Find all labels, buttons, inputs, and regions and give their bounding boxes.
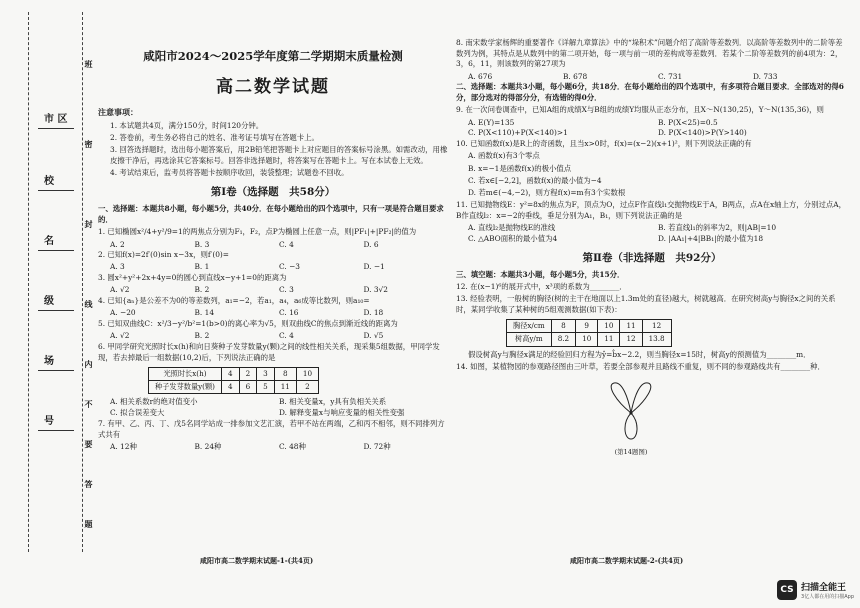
option: C. 48种 bbox=[279, 441, 306, 451]
binding-vertical-label: 要 bbox=[84, 440, 94, 450]
option: C. 3 bbox=[279, 285, 294, 295]
binding-vertical-label: 不 bbox=[84, 400, 94, 410]
option: B. x=−1是函数f(x)的极小值点 bbox=[468, 163, 572, 173]
table-cell: 光照时长x(h) bbox=[149, 367, 222, 380]
q11-options bbox=[456, 223, 848, 244]
notice-heading: 注意事项： bbox=[98, 107, 138, 118]
option: B. 14 bbox=[194, 308, 215, 318]
option: B. 24种 bbox=[194, 441, 222, 451]
figure-caption: (第14题图) bbox=[614, 448, 648, 457]
table-cell: 5 bbox=[257, 381, 275, 394]
question-9: 9. 在一次问卷调查中，已知A组的成绩X与B组的成绩Y均服从正态分布，且X～N(130,25)，Y～N(135,36)，则 bbox=[456, 105, 824, 115]
field-line bbox=[38, 370, 74, 371]
table-row bbox=[507, 333, 672, 346]
table-row bbox=[149, 367, 319, 380]
watermark-subtitle: 3亿人都在用的扫描App bbox=[801, 594, 854, 600]
question-2: 2. 已知f(x)=2f′(0)sin x−3x，则f′(0)= bbox=[98, 250, 229, 260]
notice-item: 2. 答卷前，考生务必将自己的姓名、准考证号填写在答题卡上。 bbox=[110, 133, 319, 143]
footer-right: 咸阳市高二数学期末试题-2-(共4页) bbox=[570, 556, 684, 565]
option: A. −20 bbox=[110, 308, 136, 318]
table-cell: 11 bbox=[620, 319, 642, 332]
section1-instructions: 一、选择题：本题共8小题，每小题5分，共40分．在每小题给出的四个选项中，只有一项是符合题目要求的． bbox=[98, 204, 444, 225]
option: A. 3 bbox=[110, 262, 125, 272]
table-cell: 3 bbox=[257, 367, 275, 380]
q3-options bbox=[98, 285, 448, 296]
table-cell: 种子发芽数量y(颗) bbox=[149, 381, 222, 394]
section2-instructions: 二、选择题：本题共3小题，每小题6分，共18分．在每小题给出的四个选项中，有多项符合题目要求．全部选对的得6分，部分选对的得部分分，有选错的得0分． bbox=[456, 82, 844, 103]
field-label-class: 级 bbox=[44, 296, 54, 307]
field-label-room: 场 bbox=[44, 356, 54, 367]
q7-options bbox=[98, 442, 448, 453]
option: D. 72种 bbox=[363, 441, 391, 451]
option: C. P(X<110)+P(X<140)>1 bbox=[468, 128, 568, 138]
table-cell: 11 bbox=[598, 333, 620, 346]
left-column bbox=[98, 0, 448, 453]
table-cell: 9 bbox=[576, 319, 598, 332]
field-label-district: 市 区 bbox=[44, 114, 68, 125]
question-4: 4. 已知{aₙ}是公差不为0的等差数列，a₁=−2，若a₁，a₄，a₆成等比数列，则a₁₀= bbox=[98, 296, 370, 306]
notice-item: 4. 考试结束后，监考员将答题卡按顺序收回，装袋整理；试题卷不回收。 bbox=[110, 168, 349, 178]
field-label-name: 名 bbox=[44, 236, 54, 247]
question-7: 7. 有甲、乙、丙、丁、戊5名同学站成一排参加文艺汇演，若甲不站在两端，乙和丙不相邻，则不同排列方式共有 bbox=[98, 418, 445, 439]
section3-instructions: 三、填空题：本题共3小题，每小题5分，共15分． bbox=[456, 269, 625, 279]
q9-options bbox=[456, 118, 848, 139]
watermark-text-block bbox=[801, 580, 854, 600]
option: C. 4 bbox=[279, 331, 294, 341]
q8-options bbox=[456, 72, 848, 83]
field-line bbox=[38, 250, 74, 251]
binding-vertical-label: 班 bbox=[84, 60, 94, 70]
question-3: 3. 圆x²+y²+2x+4y=0的圆心到直线x−y+1=0的距离为 bbox=[98, 273, 287, 283]
binding-line-outer bbox=[28, 12, 29, 552]
table-cell: 2 bbox=[239, 367, 257, 380]
binding-vertical-label: 题 bbox=[84, 520, 94, 530]
q2-options bbox=[98, 262, 448, 273]
watermark-title: 扫描全能王 bbox=[801, 583, 847, 593]
option: B. 678 bbox=[563, 71, 588, 81]
option: A. 12种 bbox=[110, 441, 137, 451]
notice-item: 1. 本试题共4页，满分150分，时间120分钟。 bbox=[110, 120, 264, 130]
notice-item: 3. 回答选择题时，选出每小题答案后，用2B铅笔把答题卡上对应题目的答案标号涂黑。如需改动，用橡皮擦干净后，再选涂其它答案标号。回答非选择题时，将答案写在答题卡上。写在本试卷上无效。 bbox=[110, 145, 448, 166]
table-cell: 8 bbox=[551, 319, 575, 332]
table-cell: 12 bbox=[620, 333, 642, 346]
field-line bbox=[38, 190, 74, 191]
table-cell: 10 bbox=[296, 367, 318, 380]
field-line bbox=[38, 430, 74, 431]
option: D. −1 bbox=[363, 262, 385, 272]
question-13-tail: 假设树高y与胸径x满足的经验回归方程为ŷ=b̂x−2.2，则当胸径x=15时，树高y的预测值为________m． bbox=[468, 349, 811, 359]
table-cell: 13.8 bbox=[642, 333, 671, 346]
table-cell: 6 bbox=[239, 381, 257, 394]
option: A. 函数f(x)有3个零点 bbox=[468, 151, 540, 161]
question-14: 14. 如图，某植物园的参观路径图由三叶草，若要全部参观并且路线不重复，则不同的参观路线共有________种． bbox=[456, 361, 825, 371]
table-cell: 12 bbox=[642, 319, 671, 332]
option: A. E(Y)=135 bbox=[468, 117, 515, 127]
right-column bbox=[456, 38, 848, 455]
option: B. 若直线l₁的斜率为2，则|AB|=10 bbox=[658, 223, 777, 233]
question-11: 11. 已知抛物线E：y²=8x的焦点为F，顶点为O，过点F作直线l₁交抛物线E于A，B两点，点A在x轴上方，分别过点A，B作直线l₂：x=−2的垂线，垂足分别为A₁，B₁，则下列说法正确的是 bbox=[456, 200, 846, 221]
question-10: 10. 已知函数f(x)是R上的奇函数，且当x>0时，f(x)=(x−2)(x+1)²，则下列说法正确的有 bbox=[456, 139, 752, 149]
table-row bbox=[507, 319, 672, 332]
option: C. 16 bbox=[279, 308, 299, 318]
q6-table bbox=[148, 367, 319, 395]
q1-options bbox=[98, 240, 448, 251]
binding-margin bbox=[0, 0, 92, 608]
option: C. 若x∈[−2,2]，函数f(x)的最小值为−4 bbox=[468, 175, 602, 185]
q6-options bbox=[98, 397, 448, 418]
option: D. √5 bbox=[363, 331, 384, 341]
table-cell: 4 bbox=[221, 381, 239, 394]
table-cell: 11 bbox=[274, 381, 296, 394]
field-label-number: 号 bbox=[44, 416, 54, 427]
question-12: 12. 在(x−1)⁶的展开式中，x³项的系数为________． bbox=[456, 282, 627, 292]
option: D. 6 bbox=[363, 239, 379, 249]
option: A. √2 bbox=[110, 331, 130, 341]
question-8: 8. 南宋数学家杨辉的重要著作《详解九章算法》中的“垛积术”问题介绍了高阶等差数列．以高阶等差数列中的二阶等差数列为例，其特点是从数列中的第二项开始，每一项与前一项的差构成等差数列．若某个二阶等差数列的前4项为：2，3，6，11，则该数列的第27项为 bbox=[456, 38, 843, 69]
option: A. 相关系数r的绝对值变小 bbox=[110, 397, 198, 407]
option: C. 731 bbox=[658, 71, 683, 81]
q13-table bbox=[506, 319, 672, 347]
option: D. 733 bbox=[753, 71, 778, 81]
option: D. 3√2 bbox=[363, 285, 388, 295]
exam-title: 咸阳市2024～2025学年度第二学期期末质量检测 bbox=[143, 49, 403, 63]
field-label-school: 校 bbox=[44, 176, 54, 187]
table-row bbox=[149, 381, 319, 394]
binding-vertical-label: 线 bbox=[84, 300, 94, 310]
table-cell: 4 bbox=[221, 367, 239, 380]
binding-line-inner bbox=[82, 12, 83, 552]
q14-clover-figure bbox=[596, 379, 666, 455]
table-cell: 8 bbox=[274, 367, 296, 380]
option: B. 2 bbox=[194, 331, 210, 341]
option: C. △ABO面积的最小值为4 bbox=[468, 233, 558, 243]
field-line bbox=[38, 310, 74, 311]
option: A. 676 bbox=[468, 71, 493, 81]
field-line bbox=[38, 128, 74, 129]
option: B. 相关变量x，y具有负相关关系 bbox=[279, 397, 387, 407]
part2-title: 第Ⅱ卷（非选择题 共92分） bbox=[582, 251, 722, 264]
option: C. 4 bbox=[279, 239, 294, 249]
table-cell: 胸径x/cm bbox=[507, 319, 552, 332]
table-cell: 8.2 bbox=[551, 333, 575, 346]
question-13: 13. 经验表明，一般树的胸径(树的主干在地面以上1.3m处的直径)越大，树就越高．在研究树高y与胸径x之间的关系时，某同学收集了某种树的5组观测数据(如下表)： bbox=[456, 294, 836, 315]
question-5: 5. 已知双曲线C：x²/3−y²/b²=1(b>0)的离心率为√5，则双曲线C的焦点到渐近线的距离为 bbox=[98, 319, 398, 329]
table-cell: 2 bbox=[296, 381, 318, 394]
part1-title: 第Ⅰ卷（选择题 共58分） bbox=[210, 186, 336, 199]
binding-vertical-label: 内 bbox=[84, 360, 94, 370]
option: B. P(X<25)=0.5 bbox=[658, 117, 718, 127]
option: D. 解释变量x与响应变量的相关性变强 bbox=[279, 408, 405, 418]
clover-diagram bbox=[596, 379, 666, 443]
option: D. P(X<140)>P(Y>140) bbox=[658, 128, 747, 138]
option: D. 18 bbox=[363, 308, 384, 318]
option: B. 1 bbox=[194, 262, 210, 272]
scanner-watermark bbox=[777, 580, 854, 600]
question-6: 6. 甲同学研究光照时长x(h)和向日葵种子发芽数量y(颗)之间的线性相关关系，现采集5组数据，甲同学发现，若去掉最后一组数据(10,2)后，下列说法正确的是 bbox=[98, 342, 440, 362]
option: D. |AA₁|+4|BB₁|的最小值为18 bbox=[658, 233, 764, 243]
option: A. 直线l₂是抛物线E的准线 bbox=[468, 223, 556, 233]
q5-options bbox=[98, 331, 448, 342]
option: C. −3 bbox=[279, 262, 300, 272]
option: A. √2 bbox=[110, 285, 130, 295]
option: D. 若m∈(−4,−2)，则方程f(x)=m有3个实数根 bbox=[468, 188, 626, 198]
option: B. 2 bbox=[194, 285, 210, 295]
option: A. 2 bbox=[110, 239, 125, 249]
option: B. 3 bbox=[194, 239, 210, 249]
table-cell: 树高y/m bbox=[507, 333, 552, 346]
camscanner-logo-icon: CS bbox=[777, 580, 797, 600]
binding-vertical-label: 答 bbox=[84, 480, 94, 490]
binding-vertical-label: 封 bbox=[84, 220, 94, 230]
subject-title: 高二数学试题 bbox=[216, 76, 330, 97]
question-1: 1. 已知椭圆x²/4+y²/9=1的两焦点分别为F₁，F₂，点P为椭圆上任意一点，则|PF₁|+|PF₂|的值为 bbox=[98, 227, 417, 237]
q4-options bbox=[98, 308, 448, 319]
footer-left: 咸阳市高二数学期末试题-1-(共4页) bbox=[200, 556, 314, 565]
table-cell: 10 bbox=[598, 319, 620, 332]
binding-vertical-label: 密 bbox=[84, 140, 94, 150]
option: C. 拟合误差变大 bbox=[110, 408, 165, 418]
table-cell: 10 bbox=[576, 333, 598, 346]
